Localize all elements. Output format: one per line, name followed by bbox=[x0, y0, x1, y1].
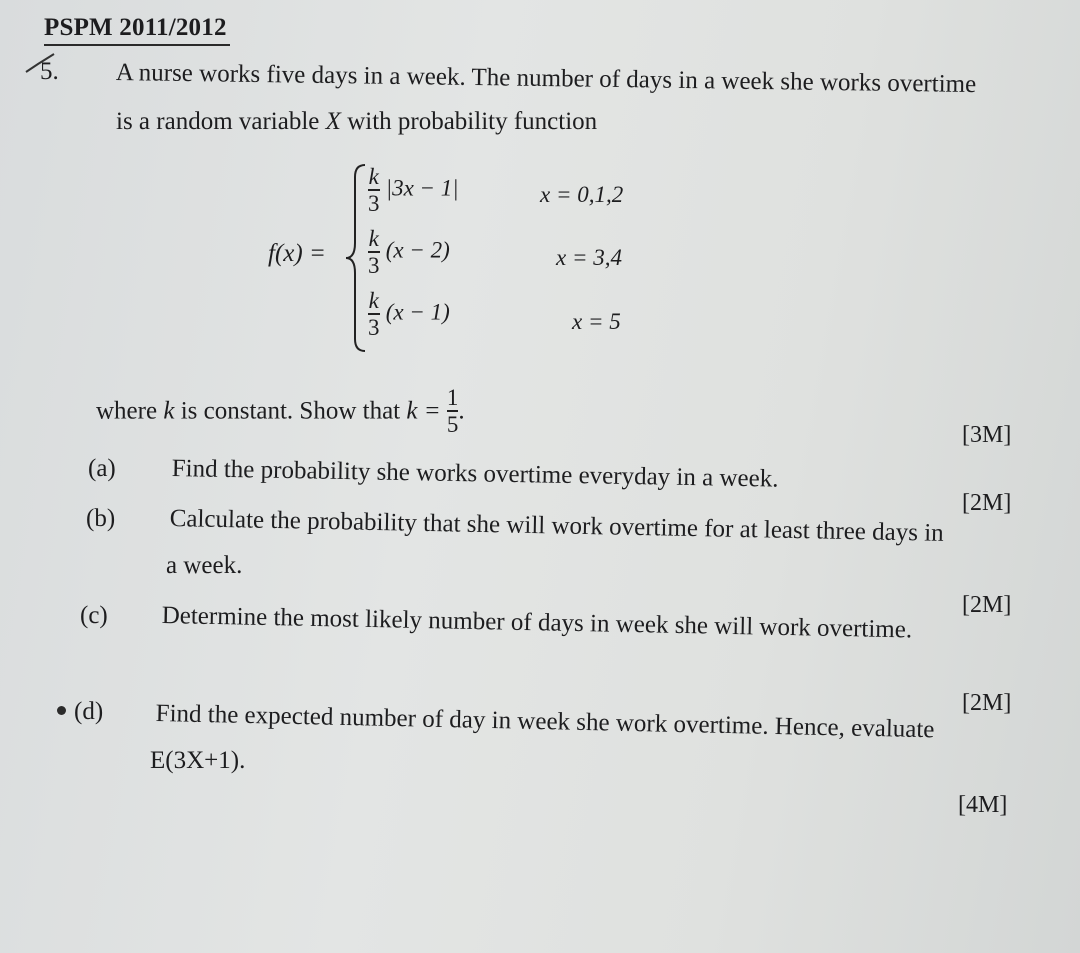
exam-header: PSPM 2011/2012 bbox=[44, 14, 227, 41]
part-d-marks: [4M] bbox=[958, 792, 1008, 818]
part-b-text-line-1: Calculate the probability that she will work overtime for at least three days in bbox=[169, 505, 944, 547]
bullet-mark-icon bbox=[57, 706, 66, 715]
part-d-text-line-1: Find the expected number of day in week she work overtime. Hence, evaluate bbox=[155, 700, 935, 744]
pdf-case-2 bbox=[368, 227, 450, 277]
question-number: 5. bbox=[40, 58, 59, 85]
intro-variable: X bbox=[325, 108, 341, 135]
case-3-condition: x = 5 bbox=[572, 309, 621, 334]
case-2-condition: x = 3,4 bbox=[556, 245, 622, 270]
show-lhs: k = bbox=[406, 397, 441, 425]
part-a-marks: [2M] bbox=[962, 490, 1012, 516]
header-underline bbox=[44, 44, 230, 46]
question-intro-line-1: A nurse works five days in a week. The number of days in a week she works overtime bbox=[115, 59, 977, 99]
part-a-label: (a) bbox=[88, 455, 116, 482]
case-1-condition: x = 0,1,2 bbox=[540, 182, 624, 207]
intro-prefix: is a random variable bbox=[116, 108, 320, 135]
case-1-expression: |3x − 1| bbox=[385, 175, 459, 201]
question-intro-line-2 bbox=[116, 108, 597, 136]
part-d-text-line-2: E(3X+1). bbox=[150, 747, 246, 774]
pdf-lhs: f(x) = bbox=[268, 240, 326, 267]
show-fraction: $\frac{1}{5}$ bbox=[446, 385, 459, 437]
case-2-expression: (x − 2) bbox=[385, 237, 450, 263]
part-b-text-line-2: a week. bbox=[166, 552, 243, 579]
part-a-text: Find the probability she works overtime everyday in a week. bbox=[171, 455, 779, 493]
intro-suffix: with probability function bbox=[347, 108, 598, 135]
case-3-fraction: $\frac{k}{3}$ bbox=[368, 288, 380, 340]
show-suffix: . bbox=[458, 397, 465, 425]
part-b-marks: [2M] bbox=[962, 592, 1012, 618]
part-b-label: (b) bbox=[86, 505, 116, 532]
part-c-text: Determine the most likely number of days in week she will work overtime. bbox=[161, 602, 913, 644]
pdf-case-1 bbox=[368, 165, 459, 215]
part-d-label: (d) bbox=[74, 698, 104, 725]
show-marks: [3M] bbox=[962, 422, 1012, 448]
show-that-line bbox=[96, 385, 465, 438]
case-2-fraction: $\frac{k}{3}$ bbox=[368, 226, 380, 278]
show-middle: is constant. Show that bbox=[180, 397, 401, 425]
part-c-marks: [2M] bbox=[962, 690, 1012, 716]
part-c-label: (c) bbox=[80, 602, 108, 629]
show-prefix: where bbox=[96, 397, 158, 425]
show-variable: k bbox=[163, 397, 175, 425]
case-3-expression: (x − 1) bbox=[385, 299, 450, 325]
pdf-case-3 bbox=[368, 289, 450, 339]
case-1-fraction: $\frac{k}{3}$ bbox=[368, 164, 380, 216]
piecewise-brace bbox=[343, 163, 371, 353]
